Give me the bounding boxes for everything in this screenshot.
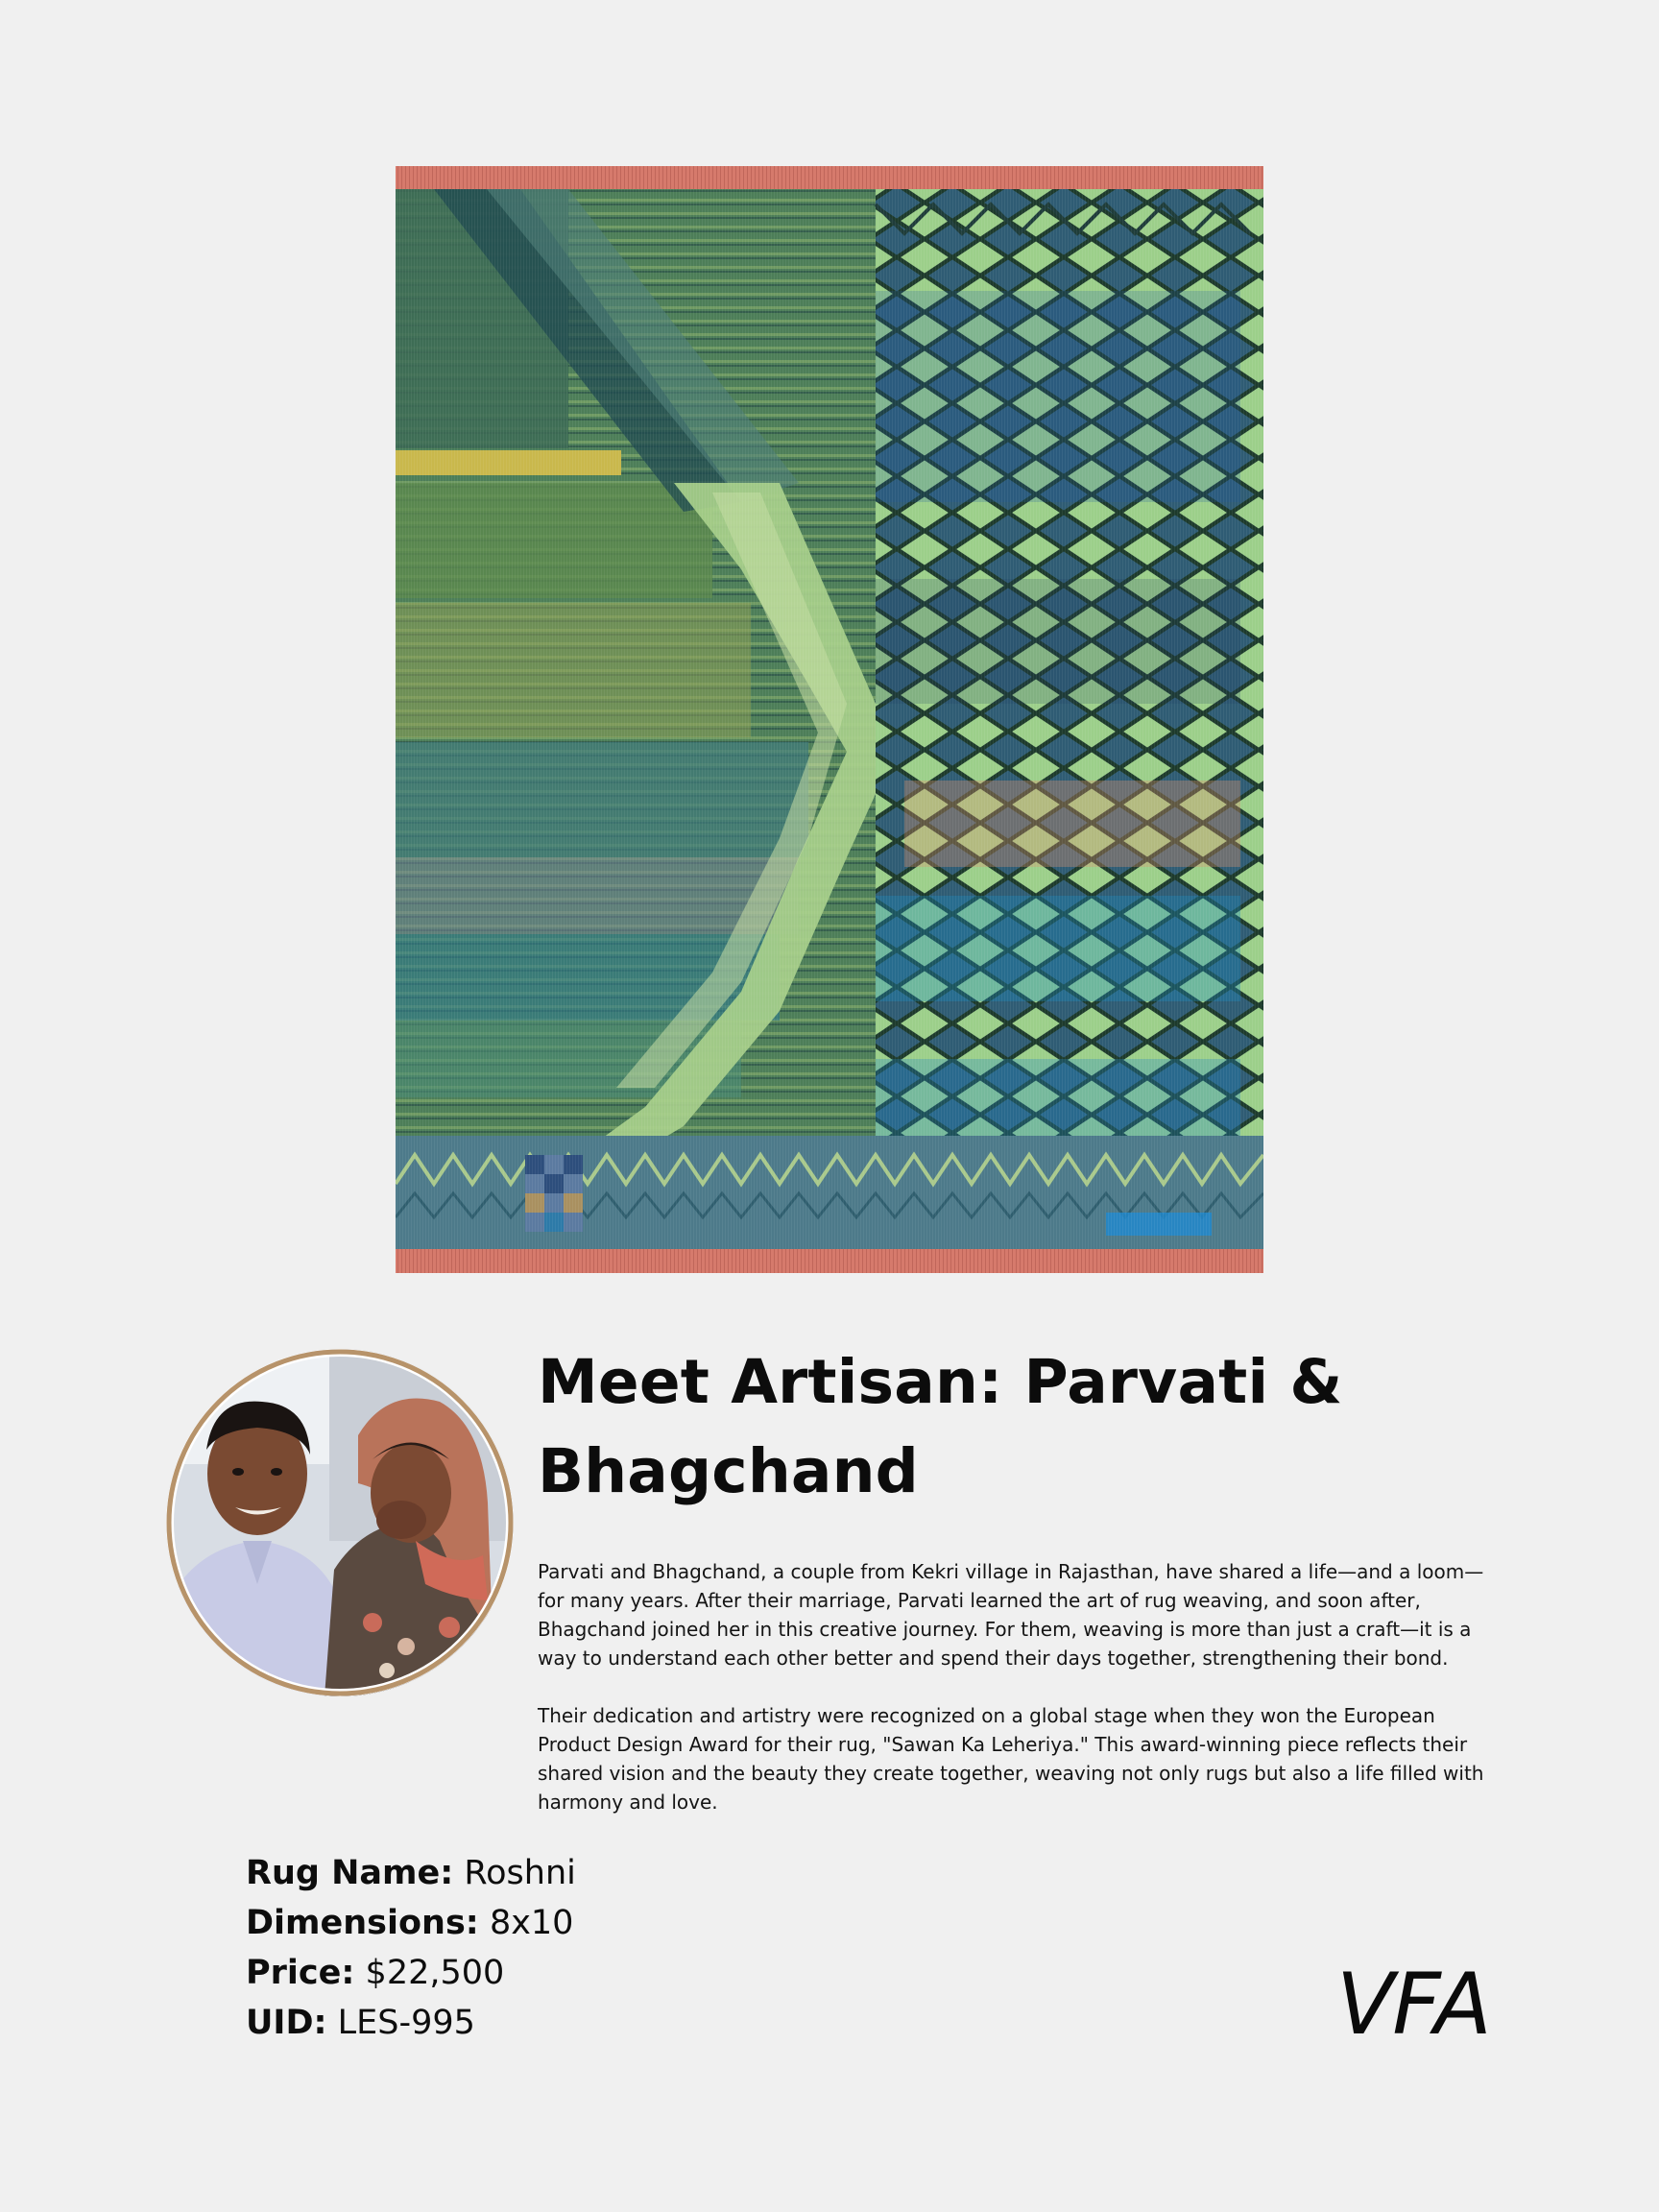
rug-image (396, 166, 1263, 1273)
bio-paragraph: Their dedication and artistry were recognized on a global stage when they won the European Product Design Award for their rug, "Sawan Ka Leheriya." This award-winning piece reflects their shared vision and the beauty they create together, weaving not only rugs but also a life filled with harmony and love. (538, 1704, 1484, 1814)
bio-paragraph: Parvati and Bhagchand, a couple from Kekri village in Rajasthan, have shared a life—and a loom—for many years. After their marriage, Parvati learned the art of rug weaving, and soon after, Bhagchand joined her in this creative journey. For them, weaving is more than just a craft—it is a way to understand each other better and spend their days together, strengthening their bond. (538, 1560, 1484, 1670)
price-label: Price: (246, 1954, 355, 1992)
artisan-title: Meet Artisan: Parvati & Bhagchand (538, 1347, 1343, 1506)
uid-label: UID: (246, 2004, 327, 2042)
dimensions-value: 8x10 (489, 1904, 574, 1942)
rug-name-label: Rug Name: (246, 1854, 454, 1892)
uid-row (246, 1998, 576, 2048)
price-value: $22,500 (365, 1954, 505, 1992)
artisan-bio (538, 1557, 1507, 1816)
artisan-portrait (166, 1349, 514, 1696)
price-row (246, 1948, 576, 1998)
dimensions-label: Dimensions: (246, 1904, 479, 1942)
uid-value: LES-995 (337, 2004, 475, 2042)
rug-name-value: Roshni (464, 1854, 576, 1892)
rug-name-row (246, 1848, 576, 1898)
dimensions-row (246, 1898, 576, 1948)
rug-details (246, 1848, 576, 2048)
vfa-logo: VFA (1336, 1955, 1490, 2054)
